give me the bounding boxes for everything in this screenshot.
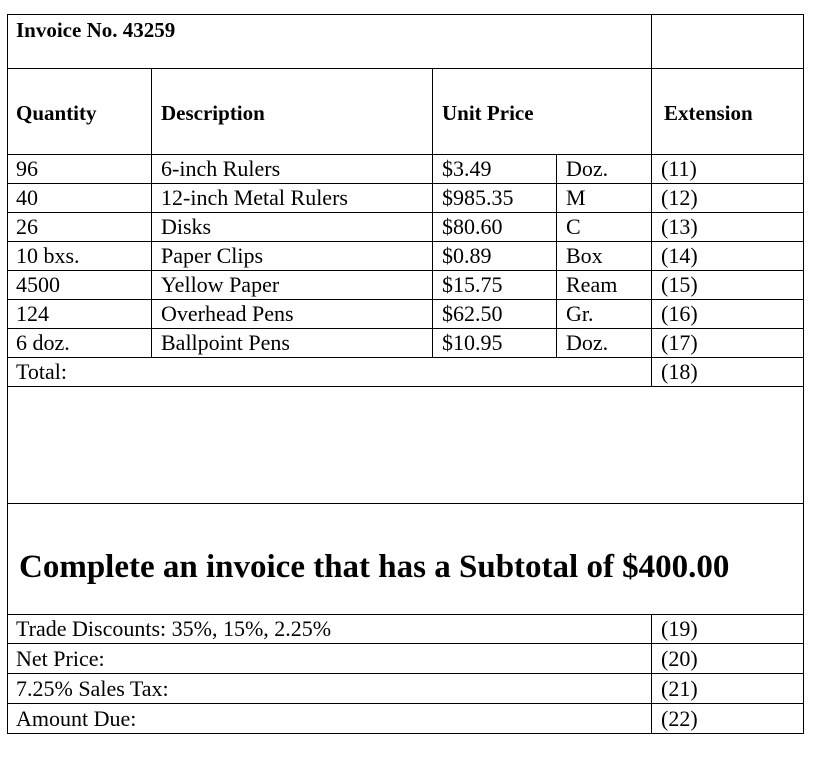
- total-label: Total:: [16, 359, 68, 384]
- total-extension: (18): [661, 359, 698, 384]
- row-1-description: 6-inch Rulers: [161, 156, 281, 181]
- row-3-price: $80.60: [442, 214, 503, 239]
- row-2-description: 12-inch Metal Rulers: [161, 185, 348, 210]
- row-7-extension: (17): [661, 330, 698, 355]
- row-3-extension: (13): [661, 214, 698, 239]
- summary-sales-tax-value: (21): [661, 676, 698, 701]
- row-5-extension: (15): [661, 272, 698, 297]
- row-1-quantity: 96: [16, 156, 38, 181]
- summary-trade-discounts-label: Trade Discounts: 35%, 15%, 2.25%: [16, 616, 332, 641]
- header-extension: Extension: [664, 101, 753, 125]
- header-description: Description: [161, 101, 265, 125]
- summary-net-price-value: (20): [661, 646, 698, 671]
- row-2-quantity: 40: [16, 185, 38, 210]
- row-4-unit: Box: [566, 243, 603, 268]
- row-5-quantity: 4500: [16, 272, 60, 297]
- row-6-quantity: 124: [16, 301, 49, 326]
- instruction-heading: Complete an invoice that has a Subtotal of $400.00: [19, 549, 730, 585]
- row-6-extension: (16): [661, 301, 698, 326]
- row-4-price: $0.89: [442, 243, 492, 268]
- row-7-description: Ballpoint Pens: [161, 330, 290, 355]
- row-7-price: $10.95: [442, 330, 503, 355]
- summary-sales-tax-label: 7.25% Sales Tax:: [16, 676, 169, 701]
- invoice-worksheet: [7, 14, 804, 734]
- row-7-quantity: 6 doz.: [16, 330, 70, 355]
- row-2-price: $985.35: [442, 185, 514, 210]
- row-1-extension: (11): [661, 156, 697, 181]
- row-6-price: $62.50: [442, 301, 503, 326]
- header-quantity: Quantity: [16, 101, 97, 125]
- row-3-quantity: 26: [16, 214, 38, 239]
- row-5-price: $15.75: [442, 272, 503, 297]
- row-4-description: Paper Clips: [161, 243, 264, 268]
- row-6-unit: Gr.: [566, 301, 594, 326]
- row-6-description: Overhead Pens: [161, 301, 294, 326]
- row-1-unit: Doz.: [566, 156, 609, 181]
- row-2-unit: M: [566, 185, 586, 210]
- header-unit-price: Unit Price: [442, 101, 534, 125]
- row-1-price: $3.49: [442, 156, 492, 181]
- row-4-extension: (14): [661, 243, 698, 268]
- row-2-extension: (12): [661, 185, 698, 210]
- summary-trade-discounts-value: (19): [661, 616, 698, 641]
- summary-amount-due-label: Amount Due:: [16, 706, 137, 731]
- row-3-unit: C: [566, 214, 581, 239]
- row-5-description: Yellow Paper: [161, 272, 280, 297]
- row-3-description: Disks: [161, 214, 212, 239]
- row-5-unit: Ream: [566, 272, 618, 297]
- summary-amount-due-value: (22): [661, 706, 698, 731]
- invoice-number-title: Invoice No. 43259: [16, 18, 176, 42]
- row-4-quantity: 10 bxs.: [16, 243, 80, 268]
- summary-net-price-label: Net Price:: [16, 646, 105, 671]
- row-7-unit: Doz.: [566, 330, 609, 355]
